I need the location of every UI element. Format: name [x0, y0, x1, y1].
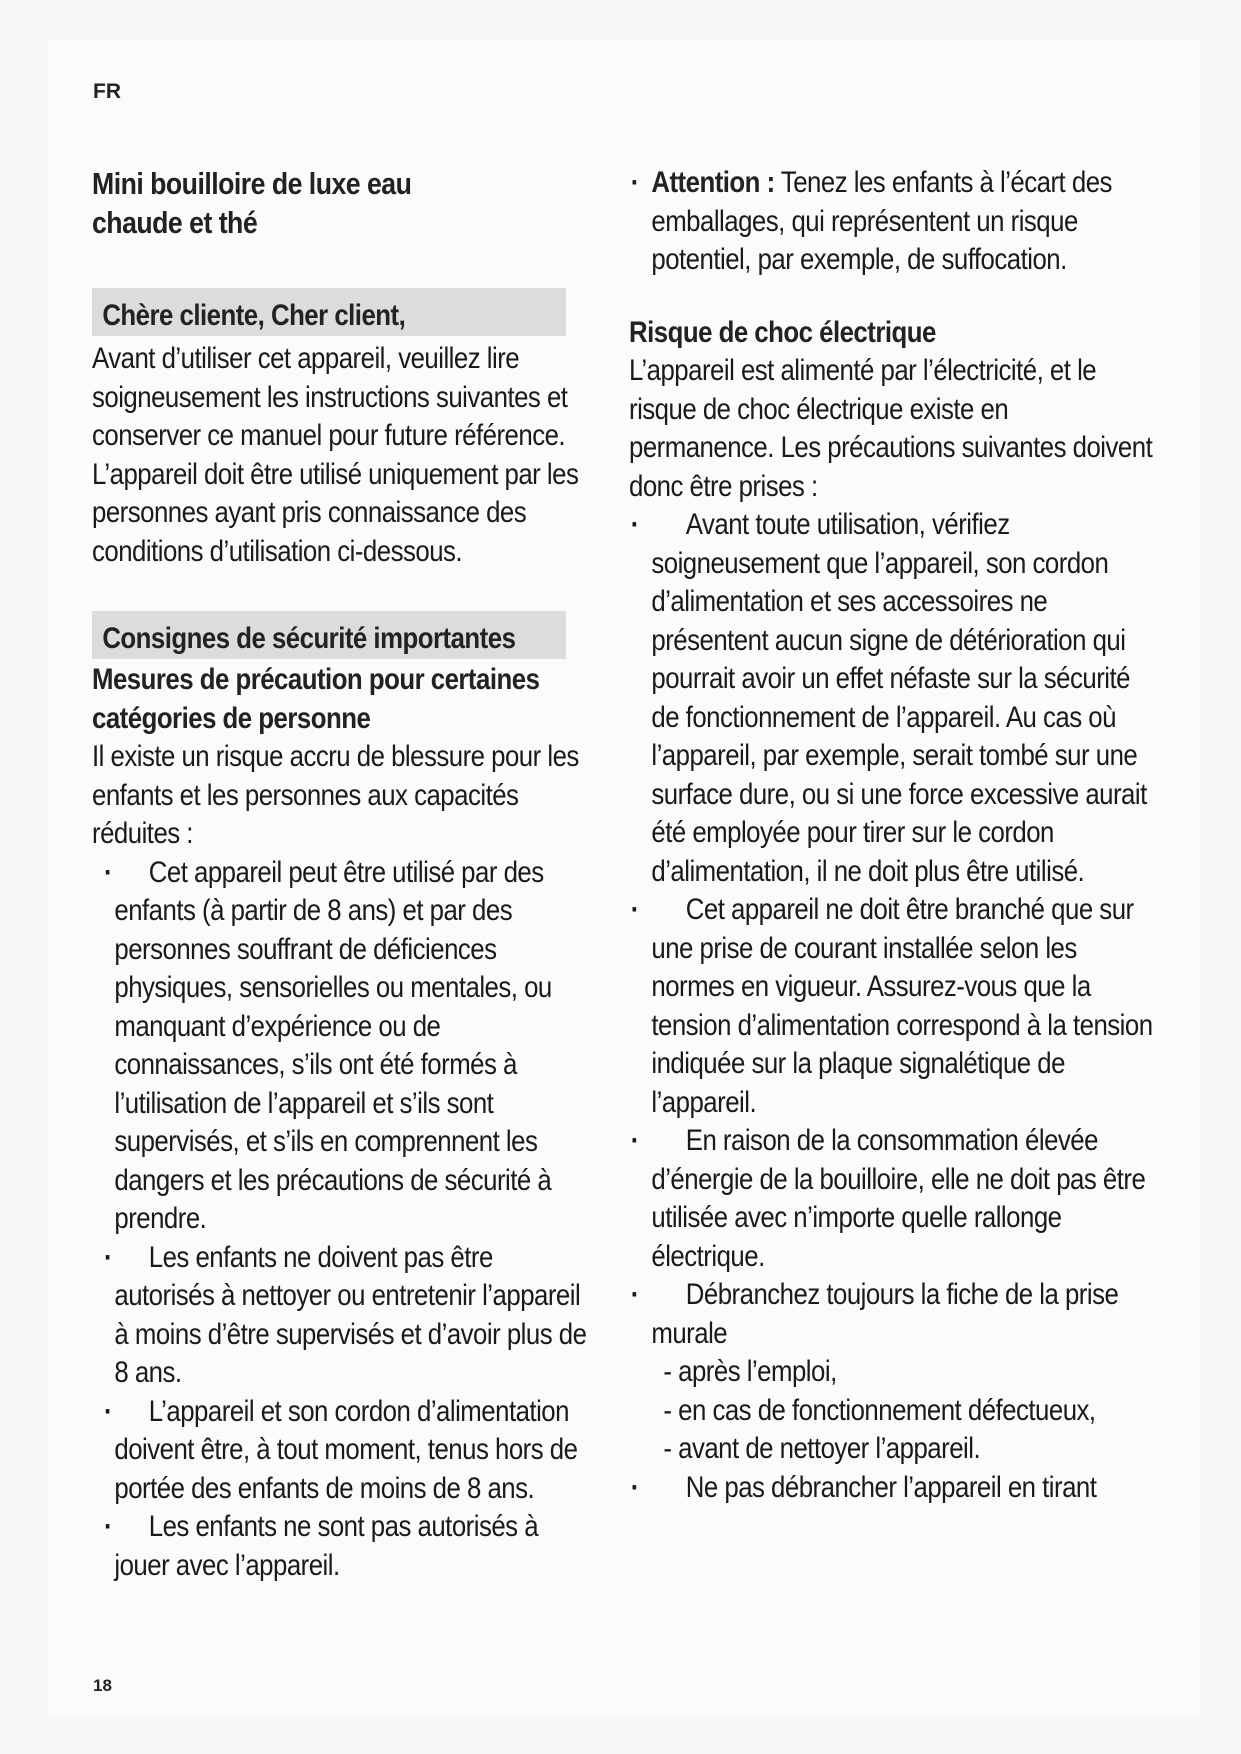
page-number: 18 [93, 1676, 112, 1695]
bullet-text: Ne pas débrancher l’appareil en tirant [685, 1470, 1097, 1504]
list-item: - avant de nettoyer l’appareil. [663, 1432, 981, 1465]
shock-risk-heading: Risque de choc électrique [629, 315, 936, 349]
bullet-icon: · [104, 1510, 113, 1543]
right-column [629, 164, 1154, 1507]
section-heading-dear-customer: Chère cliente, Cher client, [92, 288, 566, 336]
list-item [629, 1469, 1154, 1508]
bullet-text: Les enfants ne sont pas autorisés à jouer avec l’appareil. [114, 1510, 539, 1582]
list-item [92, 1393, 599, 1509]
bullet-text: Débranchez toujours la fiche de la prise murale [651, 1278, 1119, 1350]
list-item [629, 1122, 1154, 1276]
list-item [92, 1508, 599, 1585]
product-title: Mini bouilloire de luxe eau chaude et thé [92, 166, 412, 240]
left-bullet-list [92, 854, 599, 1586]
section-heading-safety: Consignes de sécurité importantes [92, 611, 566, 659]
attention-text: Tenez les enfants à l’écart des emballages, qui représentent un risque potentiel, par exemple, de suffocation. [651, 166, 1112, 276]
bullet-icon: · [104, 1394, 113, 1428]
bullet-icon: · [104, 855, 113, 889]
list-item [92, 1239, 599, 1393]
bullet-icon: · [630, 508, 639, 541]
bullet-text: L’appareil et son cordon d’alimentation doivent être, à tout moment, tenus hors de portée des enfants de moins de 8 ans. [114, 1394, 578, 1505]
right-bullet-list [629, 506, 1154, 1507]
attention-item [629, 164, 1154, 280]
list-item [92, 854, 599, 1239]
language-code: FR [93, 80, 121, 103]
bullet-text: Les enfants ne doivent pas être autorisés à nettoyer ou entretenir l’appareil à moins d’être supervisés et d’avoir plus de 8 ans. [114, 1240, 587, 1389]
bullet-text: Avant toute utilisation, vérifiez soigneusement que l’appareil, son cordon d’alimentation et ses accessoires ne présentent aucun signe de détérioration qui pourrait avoir un effet néfaste sur la sécurité de fonctionnement de l’appareil. Au cas où l’appareil, par exemple, serait tombé sur une surface dure, ou si une force excessive aurait été employée pour tirer sur le cordon d’alimentation, il ne doit plus être utilisé. [651, 508, 1147, 888]
bullet-icon: · [630, 166, 639, 199]
bullet-icon: · [630, 1278, 639, 1311]
bullet-text: Cet appareil ne doit être branché que sur une prise de courant installée selon les normes en vigueur. Assurez-vous que la tension d’alimentation correspond à la tension indiquée sur la plaque signalétique de l’appareil. [651, 893, 1153, 1119]
bullet-text: En raison de la consommation élevée d’énergie de la bouilloire, elle ne doit pas être utilisée avec n’importe quelle rallonge électrique. [651, 1124, 1146, 1273]
intro-paragraph: Avant d’utiliser cet appareil, veuillez lire soigneusement les instructions suivantes et conserver ce manuel pour future référence. L’appareil doit être utilisé uniquement par les personnes ayant pris connaissance des conditions d’utilisation ci-dessous. [92, 342, 579, 568]
left-column [92, 164, 599, 1585]
subheading-precautions: Mesures de précaution pour certaines catégories de personne [92, 663, 540, 735]
list-item [629, 1276, 1154, 1469]
list-item [629, 506, 1154, 891]
shock-intro-paragraph: L’appareil est alimenté par l’électricité, et le risque de choc électrique existe en permanence. Les précautions suivantes doivent donc être prises : [629, 354, 1153, 503]
risk-intro-paragraph: Il existe un risque accru de blessure pour les enfants et les personnes aux capacités réduites : [92, 740, 579, 850]
bullet-icon: · [630, 893, 639, 926]
unplug-cases-list [651, 1353, 1153, 1469]
bullet-icon: · [104, 1240, 113, 1274]
list-item [629, 891, 1154, 1122]
bullet-icon: · [630, 1124, 639, 1157]
list-item: - après l’emploi, [663, 1355, 837, 1388]
attention-label: Attention : [651, 166, 775, 199]
list-item: - en cas de fonctionnement défectueux, [663, 1393, 1096, 1427]
bullet-text: Cet appareil peut être utilisé par des enfants (à partir de 8 ans) et par des personnes souffrant de déficiences physiques, sensorielles ou mentales, ou manquant d’expérience ou de connaissances, s’ils ont été formés à l’utilisation de l’appareil et s’ils sont supervisés, et s’ils en comprennent les dangers et les précautions de sécurité à prendre. [114, 855, 552, 1235]
bullet-icon: · [630, 1470, 639, 1504]
